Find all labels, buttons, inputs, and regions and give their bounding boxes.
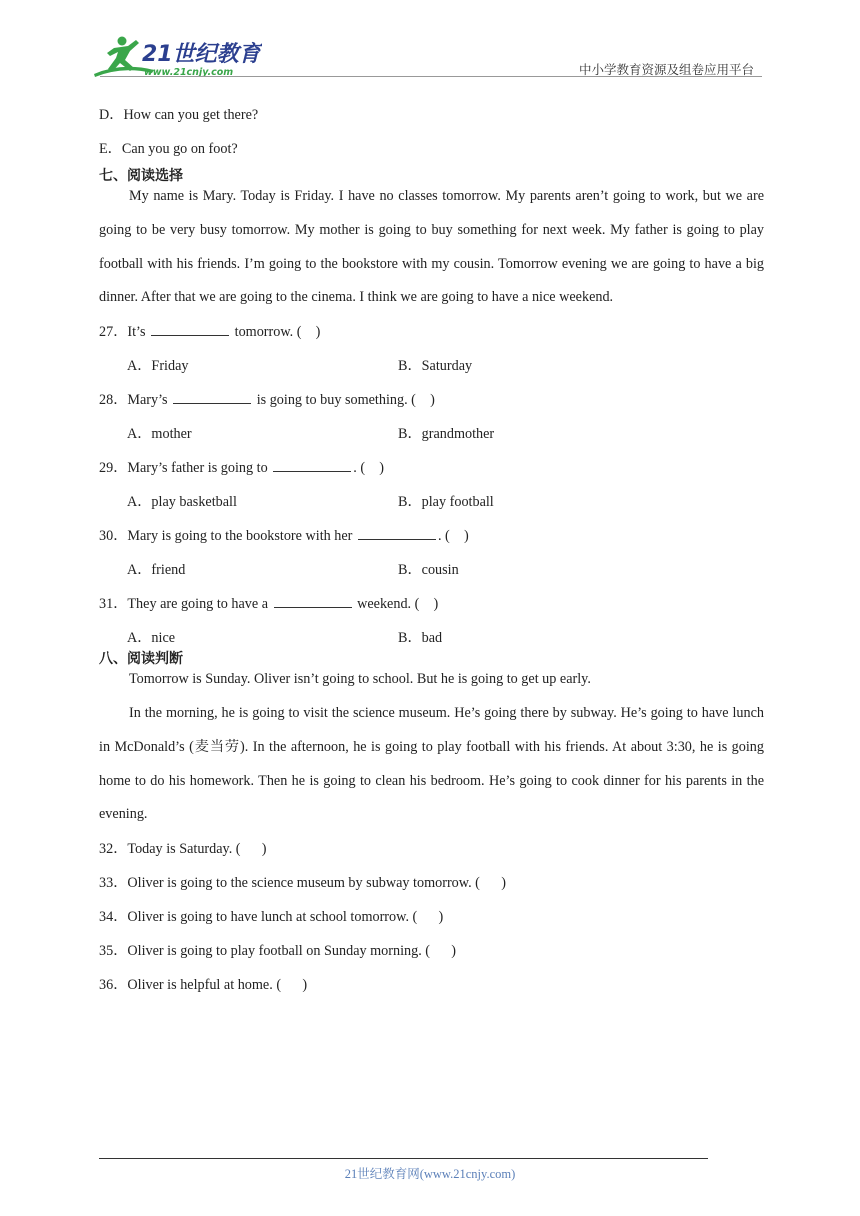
footer-divider xyxy=(99,1158,708,1159)
options-30 xyxy=(99,553,764,587)
logo xyxy=(92,34,262,78)
answer-blank xyxy=(358,525,436,540)
reading-passage-8: In the morning, he is going to visit the science museum. He’s going there by subway. He’s going to have lunch in McDonald’s (麦当劳). In the afternoon, he is going to play football with his friends. At about 3:30, he is going home to do his homework. Then he is going to clean his bedroom. He’s going to cook dinner for his parents in the evening. xyxy=(99,704,764,823)
options-31 xyxy=(99,621,764,647)
option-text: How can you get there? xyxy=(123,107,259,123)
section-title-8: 八、阅读判断 xyxy=(99,651,183,668)
answer-blank xyxy=(273,457,351,472)
judge-question-32: 32．Today is Saturday. ( ) xyxy=(99,841,267,858)
option-b: B．cousin xyxy=(398,562,459,579)
section-title-7: 七、阅读选择 xyxy=(99,168,183,184)
option-a: A．play basketball xyxy=(127,494,237,511)
question-27: 27．It’s tomorrow. ( ) xyxy=(99,315,764,349)
logo-url: www.21cnjy.com xyxy=(144,67,234,78)
answer-blank xyxy=(274,593,352,608)
question-28: 28．Mary’s is going to buy something. ( ) xyxy=(99,383,764,417)
logo-text: 21世纪教育 xyxy=(142,42,261,67)
option-a: A．Friday xyxy=(127,358,189,375)
judge-question-34: 34．Oliver is going to have lunch at school tomorrow. ( ) xyxy=(99,909,444,926)
options-28 xyxy=(99,417,764,451)
question-30: 30．Mary is going to the bookstore with her . ( ) xyxy=(99,519,764,553)
reading-passage-8-intro: Tomorrow is Sunday. Oliver isn’t going to school. But he is going to get up early. xyxy=(129,671,591,688)
option-text: Can you go on foot? xyxy=(121,141,238,157)
footer-text: 21世纪教育网(www.21cnjy.com) xyxy=(344,1167,516,1181)
option-a: A．mother xyxy=(127,426,192,443)
option-letter: E． xyxy=(99,141,122,157)
options-29 xyxy=(99,485,764,519)
option-b: B．Saturday xyxy=(398,358,473,375)
option-a: A．nice xyxy=(127,630,176,647)
option-b: B．bad xyxy=(398,630,443,647)
option-line xyxy=(99,98,764,132)
judge-question-33: 33．Oliver is going to the science museum by subway tomorrow. ( ) xyxy=(99,875,506,892)
option-a: A．friend xyxy=(127,562,186,579)
question-31: 31．They are going to have a weekend. ( ) xyxy=(99,587,764,621)
platform-title: 中小学教育资源及组卷应用平台 xyxy=(578,62,754,77)
judge-question-35: 35．Oliver is going to play football on Sunday morning. ( ) xyxy=(99,943,457,960)
question-29: 29．Mary’s father is going to . ( ) xyxy=(99,451,764,485)
option-b: B．grandmother xyxy=(398,426,495,443)
option-line xyxy=(99,132,764,166)
option-letter: D． xyxy=(99,107,124,123)
options-27 xyxy=(99,349,764,383)
answer-blank xyxy=(173,389,251,404)
reading-passage-7: My name is Mary. Today is Friday. I have no classes tomorrow. My parents aren’t going to work, but we are going to be very busy tomorrow. My mother is going to buy something for next week. My father is going to play football with his friends. I’m going to the bookstore with my cousin. Tomorrow evening we are going to have a big dinner. After that we are going to the cinema. I think we are going to have a nice weekend. xyxy=(99,188,764,306)
page-header xyxy=(92,30,762,78)
page-content xyxy=(99,98,764,1002)
judge-question-36: 36．Oliver is helpful at home. ( ) xyxy=(99,977,308,994)
answer-blank xyxy=(151,321,229,336)
option-b: B．play football xyxy=(398,494,494,511)
header-divider xyxy=(100,76,762,77)
